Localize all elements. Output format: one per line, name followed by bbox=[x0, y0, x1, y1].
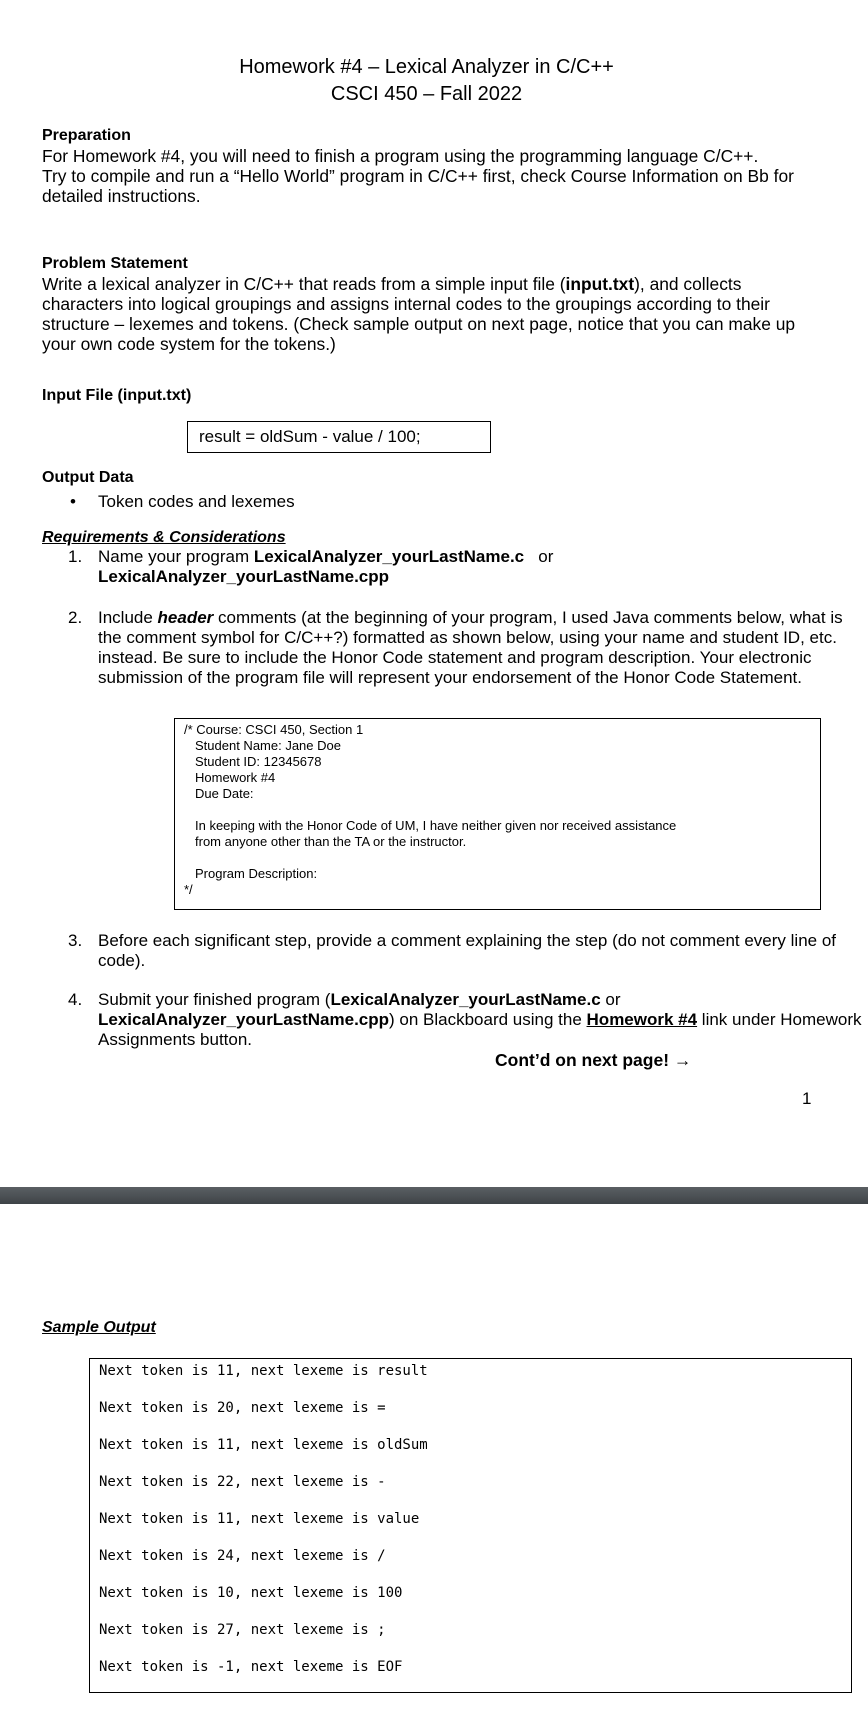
page-separator bbox=[0, 1187, 868, 1204]
preparation-section bbox=[42, 126, 822, 206]
sample-output-box bbox=[89, 1358, 852, 1693]
continued-note: Cont’d on next page! → bbox=[495, 1050, 692, 1070]
output-line: Next token is -1, next lexeme is EOF bbox=[99, 1659, 403, 1675]
document-page-1: Homework #4 – Lexical Analyzer in C/C++ CSCI 450 – Fall 2022 Preparation For Homework #4, you will need to finish a program using the programming language C/C++. Try to compile and run a “Hello World” program in C/C++ first, check Course Information on Bb for detailed instructions. Problem Statement Write a lexical analyzer in C/C++ that reads from a simple input file (input.txt), and collects characters into logical groupings and assigns internal codes to the groupings according to their structure – lexemes and tokens. (Check sample output on next page, notice that you can make up your own code system for the tokens.) Input File (input.txt) result = oldSum - value / 100; Output Data • Token codes and lexemes Requirements & Considerations 1. Name your program LexicalAnalyzer_yourLastName.c or LexicalAnalyzer_yourLastName.cpp 2. Include header comments (at the beginning of your program, I used Java comments below, what is the comment symbol for C/C++?) formatted as shown below, using your name and student ID, etc. instead. Be sure to include the Honor Code statement and program description. Your electronic submission of the program file will represent your endorsement of the Honor Code Statement. /* Course: CSCI 450, Section 1 Student Name: Jane Doe Student ID: 12345678 Homework #4 Due Date: In keeping with the Honor Code of UM, I have neither given nor received assistance from anyone other than the TA or the instructor. Program Description: */ 3. Before each significant step, provide a comment explaining the step (do not comment every line of code). 4. Submit your finished program (LexicalAnalyzer_yourLastName.c or LexicalAnalyzer_yourLastName.cpp) on Blackboard using the Homework #4 link under Homework Assignments button. Cont’d on next page! → 1 bbox=[0, 0, 868, 1187]
output-line: Next token is 22, next lexeme is - bbox=[99, 1474, 386, 1490]
output-line: Next token is 27, next lexeme is ; bbox=[99, 1622, 386, 1638]
problem-heading: Problem Statement bbox=[42, 255, 188, 272]
input-file-box: result = oldSum - value / 100; bbox=[187, 421, 491, 453]
document-page-2 bbox=[0, 1204, 868, 1722]
preparation-text-2: Try to compile and run a “Hello World” program in C/C++ first, check Course Information on Bb for detailed instructions. bbox=[42, 166, 794, 206]
problem-text: Write a lexical analyzer in C/C++ that reads from a simple input file (input.txt), and collects characters into logical groupings and assigns internal codes to the groupings according to their structure – lexemes and tokens. (Check sample output on next page, notice that you can make up your own code system for the tokens.) bbox=[42, 274, 796, 354]
page-number: 1 bbox=[802, 1089, 812, 1108]
output-data-heading: Output Data bbox=[42, 469, 134, 486]
bullet-icon: • bbox=[70, 492, 76, 511]
output-line: Next token is 24, next lexeme is / bbox=[99, 1548, 386, 1564]
sample-output-heading: Sample Output bbox=[42, 1319, 156, 1336]
output-line: Next token is 10, next lexeme is 100 bbox=[99, 1585, 403, 1601]
header-comment-example: /* Course: CSCI 450, Section 1 Student Name: Jane Doe Student ID: 12345678 Homework #4 Due Date: In keeping with the Honor Code of UM, I have neither given nor received assistance from anyone other than the TA or the instructor. Program Description: */ bbox=[174, 718, 821, 910]
input-file-heading: Input File (input.txt) bbox=[42, 387, 192, 404]
output-line: Next token is 20, next lexeme is = bbox=[99, 1400, 386, 1416]
requirements-heading: Requirements & Considerations bbox=[42, 529, 286, 546]
output-line: Next token is 11, next lexeme is oldSum bbox=[99, 1437, 428, 1453]
output-bullet: • Token codes and lexemes bbox=[70, 492, 295, 511]
output-line: Next token is 11, next lexeme is result bbox=[99, 1363, 428, 1379]
preparation-heading: Preparation bbox=[42, 127, 131, 144]
document-title: Homework #4 – Lexical Analyzer in C/C++ bbox=[239, 56, 614, 78]
preparation-text-1: For Homework #4, you will need to finish a program using the programming language C/C++. bbox=[42, 146, 759, 166]
output-line: Next token is 11, next lexeme is value bbox=[99, 1511, 420, 1527]
homework-4-link[interactable]: Homework #4 bbox=[586, 1010, 698, 1029]
course-subtitle: CSCI 450 – Fall 2022 bbox=[330, 83, 523, 105]
problem-section bbox=[42, 254, 822, 354]
